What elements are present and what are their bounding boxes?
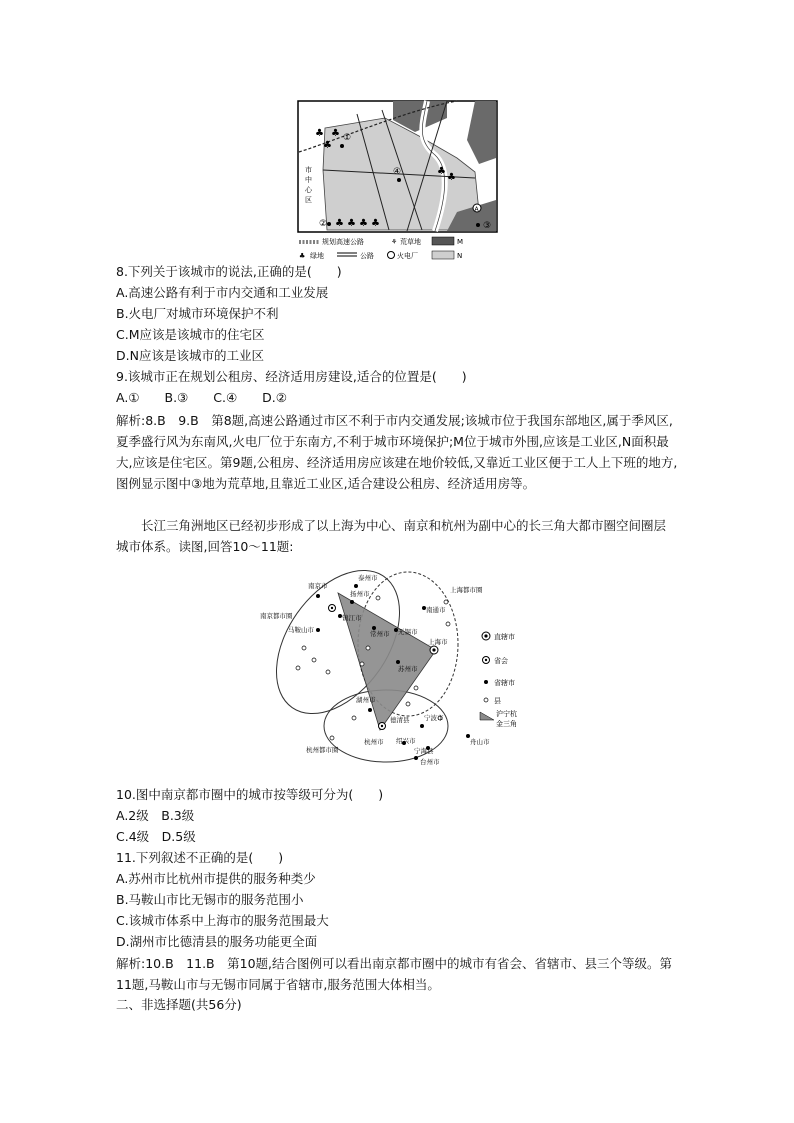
svg-text:⚘: ⚘ [391, 238, 398, 246]
label-maanshan: 马鞍山市 [288, 626, 314, 634]
label-ninghai: 宁海县 [414, 747, 434, 755]
q9-options: A.① B.③ C.④ D.② [116, 390, 287, 405]
q11-option-a: A.苏州市比杭州市提供的服务种类少 [116, 871, 316, 886]
svg-text:N: N [457, 252, 463, 260]
svg-text:区: 区 [305, 196, 312, 204]
q8-stem: 8.下列关于该城市的说法,正确的是( ) [116, 264, 342, 279]
intro-10-11: 长江三角洲地区已经初步形成了以上海为中心、南京和杭州为副中心的长三角大都市圈空间圈层城市体系。读图,回答10～11题: [116, 518, 667, 554]
label-changzhou: 常州市 [370, 630, 390, 638]
svg-text:省会: 省会 [494, 657, 508, 665]
svg-text:火电厂: 火电厂 [397, 252, 418, 260]
svg-text:♣: ♣ [315, 128, 324, 139]
label-deqing: 德清县 [390, 716, 410, 724]
yangtze-delta-map [258, 568, 540, 768]
label-taizhou: 泰州市 [358, 574, 378, 582]
svg-text:直辖市: 直辖市 [494, 633, 515, 641]
city-center-label: 市 [305, 166, 312, 174]
svg-text:♣: ♣ [371, 218, 380, 229]
site-1: ① [343, 133, 352, 143]
svg-text:A: A [474, 206, 479, 213]
svg-text:心: 心 [305, 186, 312, 194]
label-ningbo: 宁波市 [424, 714, 444, 722]
q8-option-b: B.火电厂对城市环境保护不利 [116, 306, 279, 321]
q11-option-b: B.马鞍山市比无锡市的服务范围小 [116, 892, 304, 907]
section-heading: 二、非选择题(共56分) [116, 997, 242, 1012]
svg-text:金三角: 金三角 [496, 720, 517, 728]
svg-text:M: M [457, 238, 464, 246]
label-shaoxing: 绍兴市 [396, 737, 416, 745]
site-3: ③ [483, 221, 492, 231]
q10-options-row2: C.4级 D.5级 [116, 829, 196, 844]
label-shanghai: 上海市 [428, 638, 448, 646]
analysis-8-9: 解析:8.B 9.B 第8题,高速公路通过市区不利于市内交通发展;该城市位于我国东部地区,属于季风区,夏季盛行风为东南风,火电厂位于东南方,不利于城市环境保护;M位于城市外围,应该是工业区,N面积最大,应该是住宅区。第9题,公租房、经济适用房应该建在地价较低,又靠近工业区便于工人上下班的地方,图例显示图中③地为荒草地,且靠近工业区,适合建设公租房、经济适用房等。 [116, 413, 678, 491]
label-zhoushan: 舟山市 [470, 738, 490, 746]
q8-option-c: C.M应该是该城市的住宅区 [116, 327, 265, 342]
q8-option-d: D.N应该是该城市的工业区 [116, 348, 264, 363]
site-4: ④ [393, 167, 402, 177]
label-nanjing: 南京市 [308, 582, 328, 590]
label-yangzhou: 扬州市 [350, 590, 370, 598]
q11-option-d: D.湖州市比德清县的服务功能更全面 [116, 934, 318, 949]
label-taizhou2: 台州市 [420, 758, 440, 766]
q9-stem: 9.该城市正在规划公租房、经济适用房建设,适合的位置是( ) [116, 369, 467, 384]
label-shanghai-circle: 上海都市圈 [450, 586, 483, 594]
q11-stem: 11.下列叙述不正确的是( ) [116, 850, 284, 865]
svg-text:♣: ♣ [359, 218, 368, 229]
svg-text:♣: ♣ [335, 218, 344, 229]
q10-stem: 10.图中南京都市圈中的城市按等级可分为( ) [116, 787, 384, 802]
q10-options-row1: A.2级 B.3级 [116, 808, 195, 823]
label-zhenjiang: 镇江市 [342, 614, 362, 622]
site-2: ② [319, 219, 328, 229]
map1-legend [299, 237, 463, 260]
label-huzhou: 湖州市 [356, 696, 376, 704]
svg-text:♣: ♣ [447, 172, 456, 183]
q8-option-a: A.高速公路有利于市内交通和工业发展 [116, 285, 329, 300]
label-nantong: 南通市 [426, 606, 446, 614]
label-hangzhou-circle: 杭州都市圈 [306, 746, 339, 754]
svg-text:公路: 公路 [360, 252, 374, 260]
svg-text:♣: ♣ [299, 252, 306, 260]
q11-option-c: C.该城市体系中上海市的服务范围最大 [116, 913, 329, 928]
label-nanjing-circle: 南京都市圈 [260, 612, 293, 620]
svg-text:♣: ♣ [347, 218, 356, 229]
svg-text:县: 县 [494, 697, 501, 705]
label-wuxi: 无锡市 [398, 628, 418, 636]
label-suzhou: 苏州市 [398, 665, 418, 673]
svg-text:♣: ♣ [323, 140, 332, 151]
svg-text:荒草地: 荒草地 [400, 238, 421, 246]
city-landuse-map [297, 100, 498, 263]
svg-text:规划高速公路: 规划高速公路 [322, 238, 364, 246]
analysis-10-11: 解析:10.B 11.B 第10题,结合图例可以看出南京都市圈中的城市有省会、省辖市、县三个等级。第11题,马鞍山市与无锡市同属于省辖市,服务范围大体相当。 [116, 956, 673, 992]
svg-text:♣: ♣ [331, 128, 340, 139]
svg-text:沪宁杭: 沪宁杭 [496, 710, 517, 718]
svg-text:中: 中 [305, 176, 312, 184]
label-hangzhou: 杭州市 [364, 738, 384, 746]
svg-text:绿地: 绿地 [310, 252, 324, 260]
svg-text:♣: ♣ [437, 166, 446, 177]
svg-text:省辖市: 省辖市 [494, 679, 515, 687]
map2-legend [480, 632, 517, 728]
